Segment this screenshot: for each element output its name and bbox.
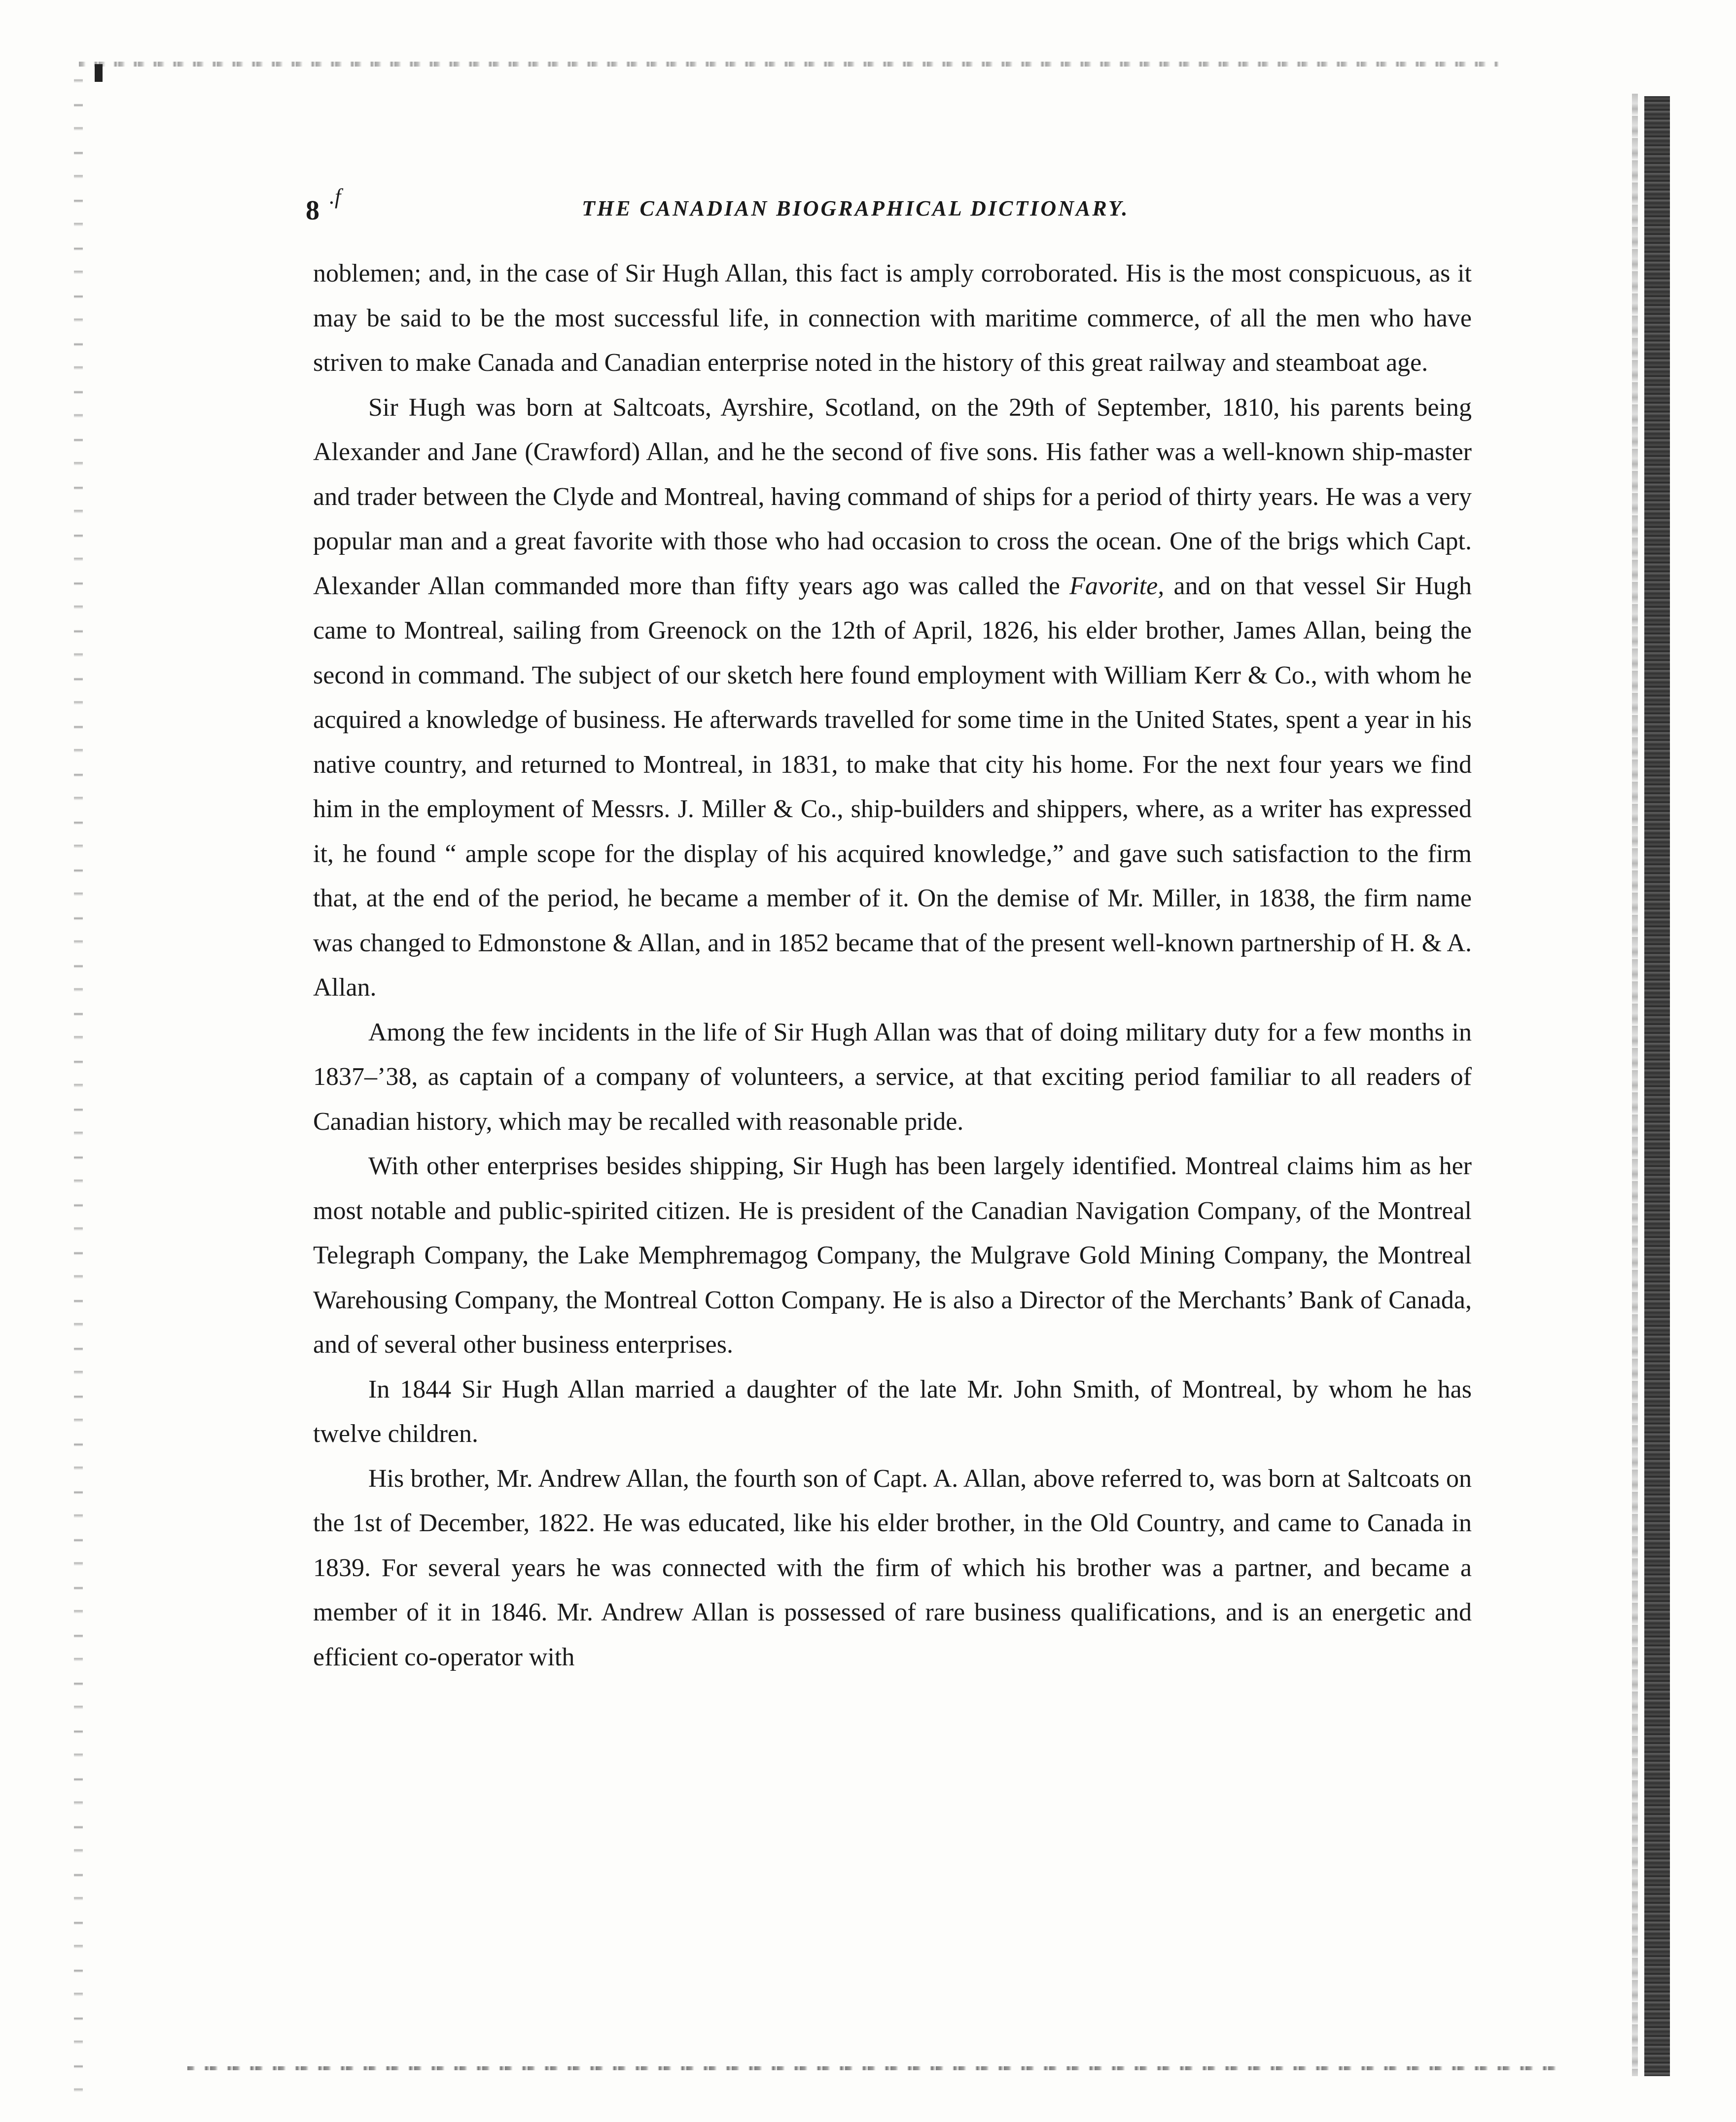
paragraph-2 (313, 386, 1472, 1010)
article-body (313, 252, 1472, 1680)
paragraph-6: His brother, Mr. Andrew Allan, the fourth son of Capt. A. Allan, above referred to, was born at Saltcoats on the 1st of December, 1822. He was educated, like his elder brother, in the Old Country, and came to Canada in 1839. For several years he was connected with the firm of which his brother was a partner, and became a member of it in 1846. Mr. Andrew Allan is possessed of rare business qualifications, and is an energetic and efficient co-operator with (313, 1464, 1472, 1671)
scan-edge-right (1644, 96, 1670, 2076)
page-number: 8 (306, 195, 319, 226)
paragraph-2-text-b: and on that vessel Sir Hugh came to Montreal, sailing from Greenock on the 12th of April, 1826, his elder brother, James Allan, being the second in command. The subject of our sketch here found employment with William Kerr & Co., with whom he acquired a knowledge of business. He afterwards travelled for some time in the United States, spent a year in his native country, and returned to Montreal, in 1831, to make that city his home. For the next four years we find him in the employment of Messrs. J. Miller & Co., ship-builders and shippers, where, as a writer has expressed it, he found “ ample scope for the display of his acquired knowledge,” and gave such satisfaction to the firm that, at the end of the period, he became a member of it. On the demise of Mr. Miller, in 1838, the firm name was changed to Edmonstone & Allan, and in 1852 became that of the present well-known partnership of H. & A. Allan. (313, 572, 1472, 1002)
ship-name-favorite: Favorite, (1069, 572, 1165, 600)
scan-edge-top (79, 62, 1499, 67)
paragraph-5: In 1844 Sir Hugh Allan married a daughter of the late Mr. John Smith, of Montreal, by whom he has twelve children. (313, 1375, 1472, 1448)
scan-corner-mark (95, 64, 103, 82)
paragraph-1: noblemen; and, in the case of Sir Hugh Allan, this fact is amply corroborated. His is the most conspicuous, as it may be said to be the most successful life, in connection with maritime commerce, of all the men who have striven to make Canada and Canadian enterprise noted in the history of this great railway and steamboat age. (313, 259, 1472, 377)
scan-edge-left (74, 59, 83, 2106)
margin-mark: .f (329, 184, 341, 209)
paragraph-3: Among the few incidents in the life of Sir Hugh Allan was that of doing military duty for a few months in 1837–’38, as captain of a company of volunteers, a service, at that exciting period familiar to all readers of Canadian history, which may be recalled with reasonable pride. (313, 1018, 1472, 1136)
running-head (306, 184, 1479, 234)
paragraph-4: With other enterprises besides shipping, Sir Hugh has been largely identified. Montreal claims him as her most notable and public-spirited citizen. He is president of the Canadian Navigation Company, of the Montreal Telegraph Company, the Lake Memphremagog Company, the Mulgrave Gold Mining Company, the Montreal Warehousing Company, the Montreal Cotton Company. He is also a Director of the Merchants’ Bank of Canada, and of several other business enterprises. (313, 1152, 1472, 1359)
scan-edge-right-shadow (1632, 94, 1638, 2076)
running-title: THE CANADIAN BIOGRAPHICAL DICTIONARY. (582, 196, 1130, 220)
paragraph-2-text-a: Sir Hugh was born at Saltcoats, Ayrshire, Scotland, on the 29th of September, 1810, his parents being Alexander and Jane (Crawford) Allan, and he the second of five sons. His father was a well-known ship-master and trader between the Clyde and Montreal, having command of ships for a period of thirty years. He was a very popular man and a great favorite with those who had occasion to cross the ocean. One of the brigs which Capt. Alexander Allan commanded more than fifty years ago was called the (313, 393, 1472, 600)
scan-edge-bottom (187, 2066, 1563, 2070)
